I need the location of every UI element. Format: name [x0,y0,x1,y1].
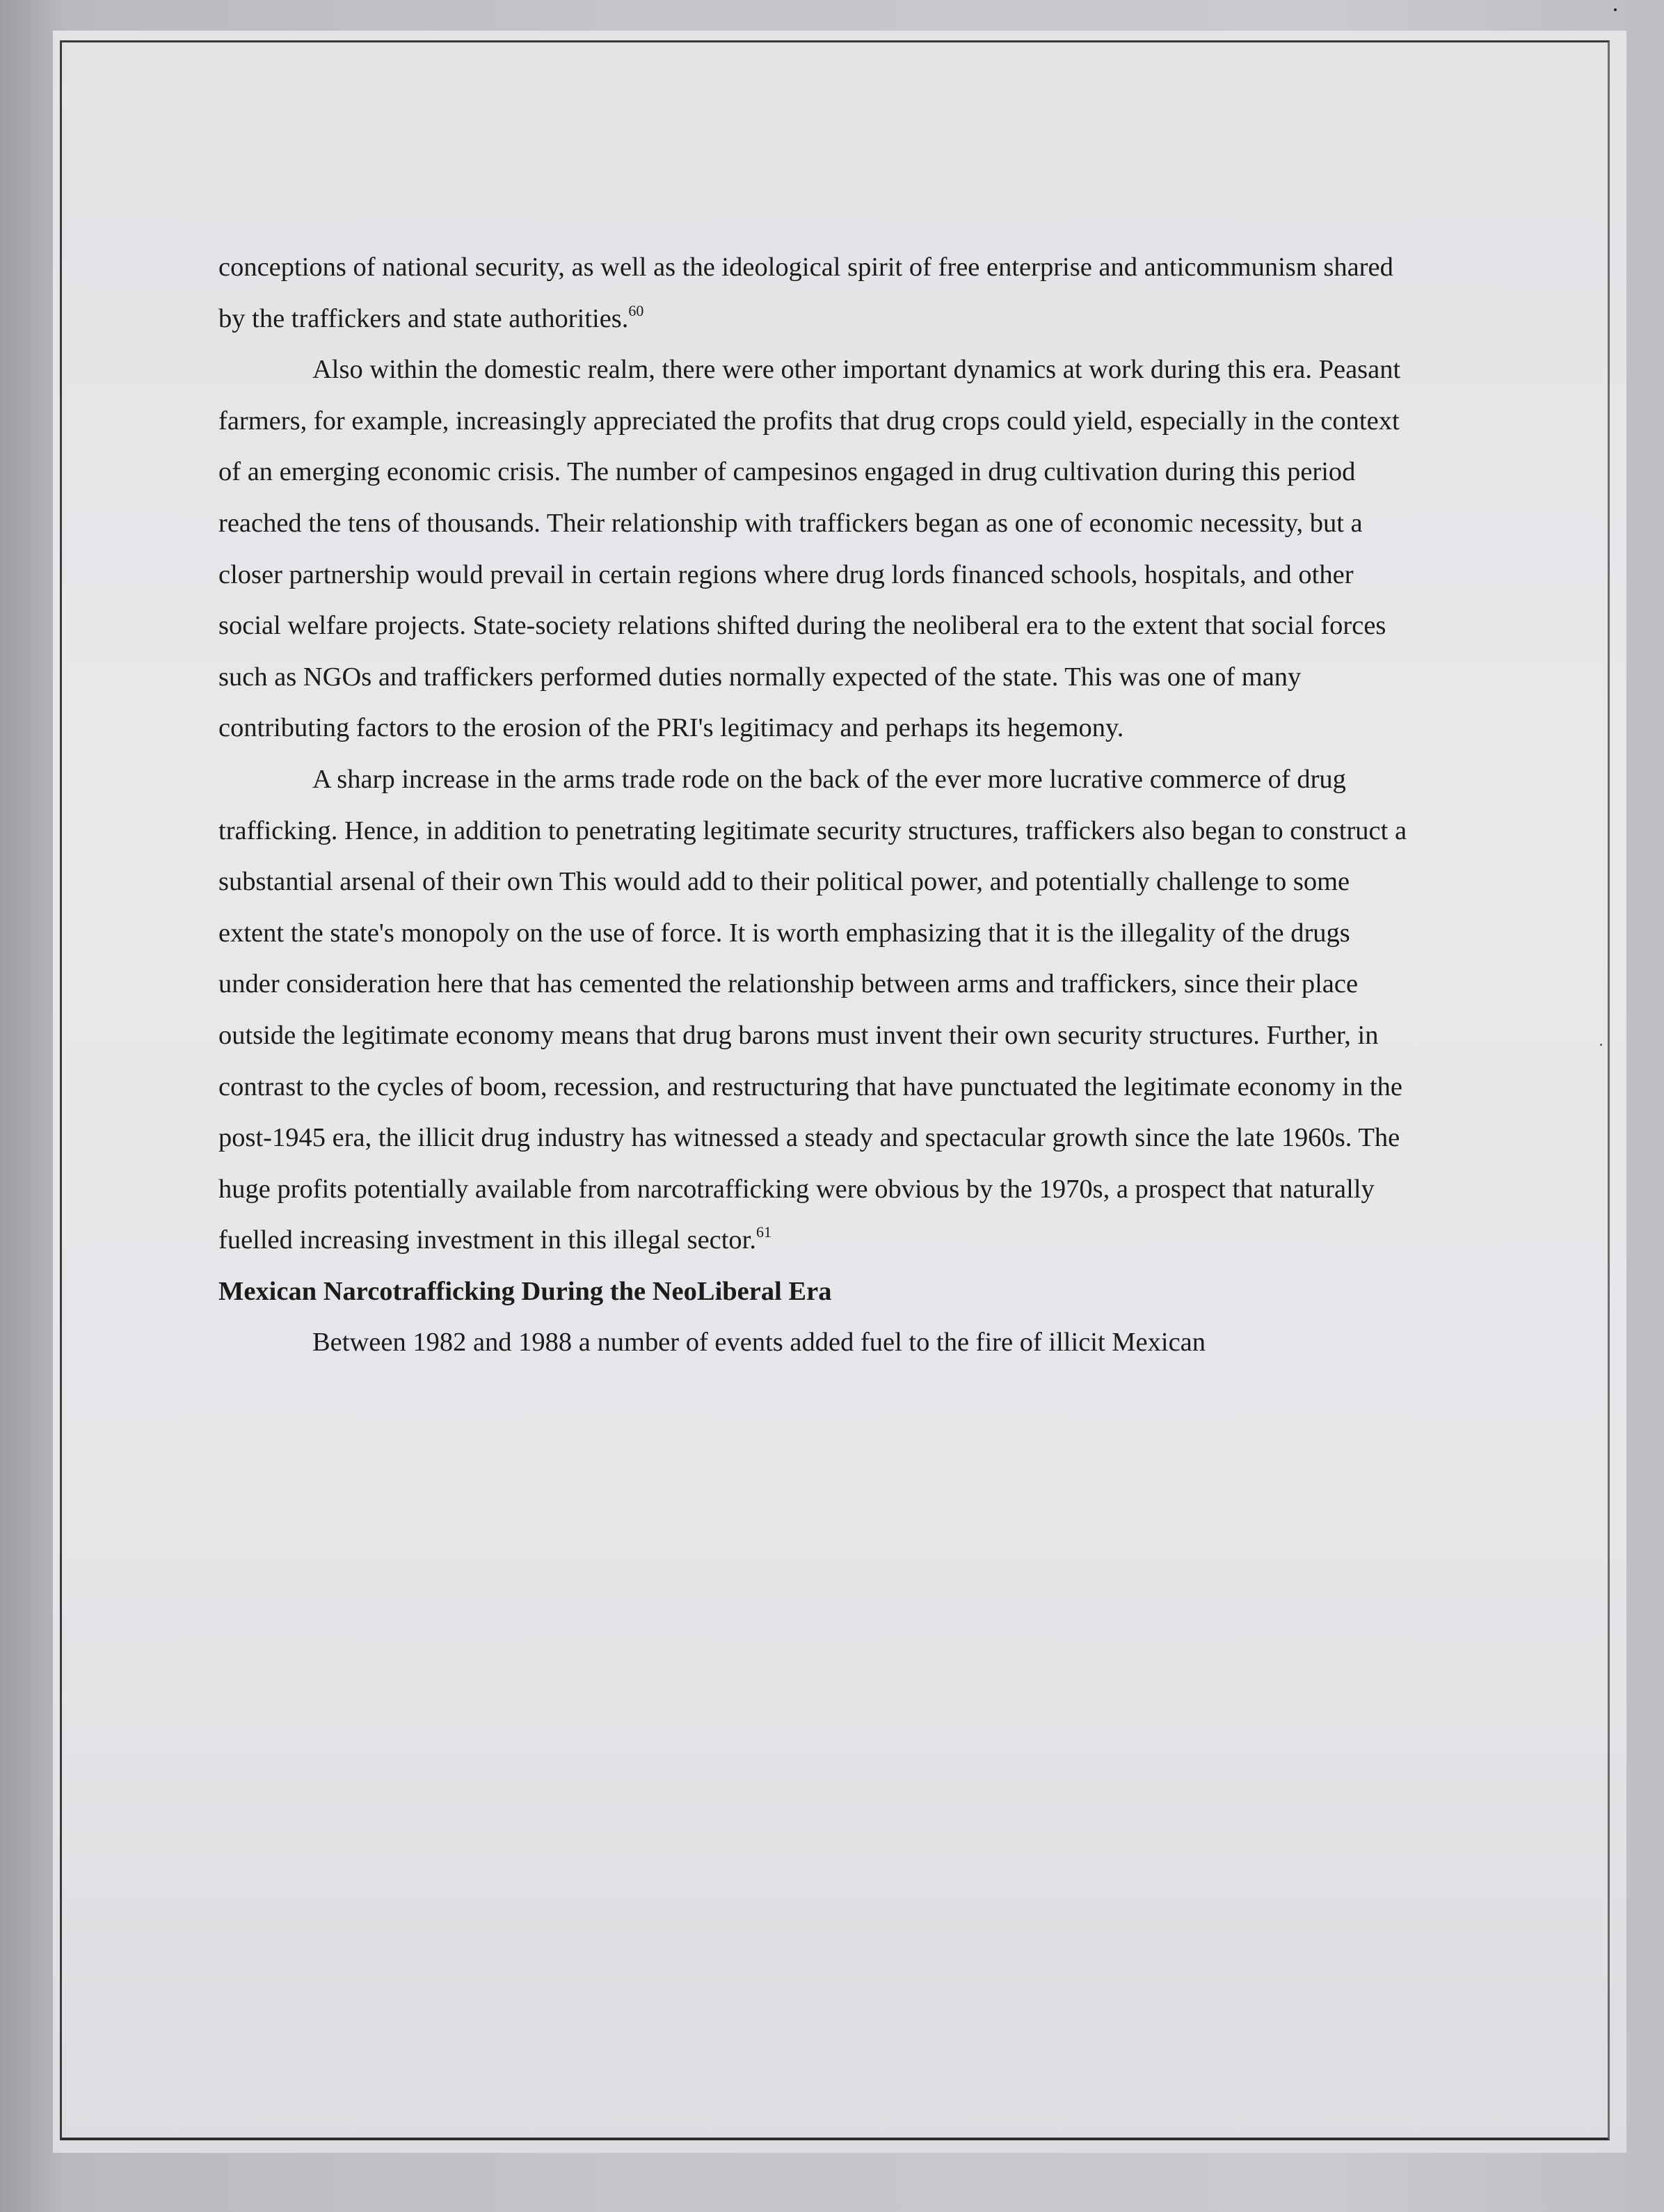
section-heading: Mexican Narcotrafficking During the NeoLiberal Era [218,1276,832,1306]
footnote-marker: 60 [628,301,644,319]
document-body [218,242,1415,1369]
paragraph-text: A sharp increase in the arms trade rode on the back of the ever more lucrative commerce of drug trafficking. Hence, in addition to penetrating legitimate security structures, traffickers also began to construct a substantial arsenal of their own This would add to their political power, and potentially challenge to some extent the state's monopoly on the use of force. It is worth emphasizing that it is the illegality of the drugs under consideration here that has cemented the relationship between arms and traffickers, since their place outside the legitimate economy means that drug barons must invent their own security structures. Further, in contrast to the cycles of boom, recession, and restructuring that have punctuated the legitimate economy in the post-1945 era, the illicit drug industry has witnessed a steady and spectacular growth since the late 1960s. The huge profits potentially available from narcotrafficking were obvious by the 1970s, a prospect that naturally fuelled increasing investment in this illegal sector. [218,764,1407,1255]
dust-speck [1614,8,1617,11]
paragraph-text: conceptions of national security, as well as the ideological spirit of free enterprise and anticommunism shared by the traffickers and state authorities. [218,253,1393,333]
paragraph-domestic-dynamics [218,344,1415,754]
footnote-marker: 61 [756,1223,772,1241]
paragraph-continuation [218,242,1415,344]
paragraph-text: Also within the domestic realm, there were other important dynamics at work during this era. Peasant farmers, for example, increasingly appreciated the profits that drug crops could yield, especially in the context of an emerging economic crisis. The number of campesinos engaged in drug cultivation during this period reached the tens of thousands. Their relationship with traffickers began as one of economic necessity, but a closer partnership would prevail in certain regions where drug lords financed schools, hospitals, and other social welfare projects. State-society relations shifted during the neoliberal era to the extent that social forces such as NGOs and traffickers performed duties normally expected of the state. This was one of many contributing factors to the erosion of the PRI's legitimacy and perhaps its hegemony. [218,355,1401,743]
paragraph-arms-trade [218,754,1415,1266]
paragraph-final: Between 1982 and 1988 a number of events added fuel to the fire of illicit Mexican [312,1328,1206,1358]
dust-speck [1600,1044,1602,1046]
